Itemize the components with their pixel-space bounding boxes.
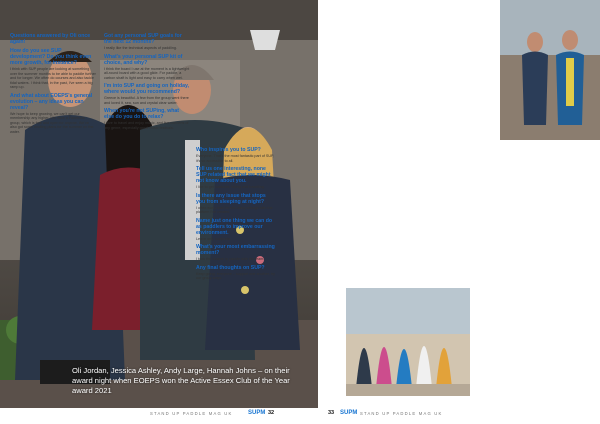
question: And what about EOEPS's general evolution – any ideas you can reveal? bbox=[10, 92, 93, 111]
question: Got any personal SUP goals for the next 12 months? bbox=[104, 33, 182, 45]
question: Name just one thing we can do as paddlers to improve our environment. bbox=[196, 217, 273, 236]
answer: I took the chance to paddle with the team. bbox=[196, 257, 265, 261]
answer: Everyone. That's the most fantastic part of SUP, it's so accessible to all. bbox=[196, 154, 275, 163]
question: How do you see SUP development? Do you think even more growth, for instance? bbox=[10, 48, 92, 66]
right-footer-logo: SUPM bbox=[340, 410, 358, 416]
answer: I think the board I use at the moment is a lightweight all-round board with a good glide. For paddle, a carbon shaft is light and easy to carry when wet. bbox=[104, 66, 190, 80]
article-column-2 bbox=[104, 30, 190, 131]
answer: Keep going, everyone – support one another, try our group ways. bbox=[196, 271, 275, 280]
question: Any final thoughts on SUP? bbox=[196, 264, 265, 271]
answer: I like to get outdoors, hiking and travelling. bbox=[196, 185, 265, 189]
answer: I love to travel and enjoy music, and live concerts of any genre, especially good music festivals. bbox=[104, 121, 189, 130]
answer: I really like the technical aspects of paddling. bbox=[104, 46, 177, 50]
paddlers-photo bbox=[500, 0, 600, 140]
left-page-number: 32 bbox=[268, 410, 275, 416]
question: Who inspires you to SUP? bbox=[196, 147, 261, 153]
right-page-number: 33 bbox=[328, 410, 335, 416]
answer: Greece is beautiful. A few from the group went there and loved it, sea, sun and crystal clear water. bbox=[104, 96, 189, 105]
question: What's your personal SUP kit of choice, and why? bbox=[104, 53, 183, 66]
article-column-1 bbox=[10, 30, 96, 135]
article-column-3 bbox=[196, 144, 276, 282]
answer: Leave only footprints. bbox=[196, 236, 232, 241]
question: I'm into SUP and going on holiday, where would you recommend? bbox=[104, 83, 189, 95]
boards-photo bbox=[346, 288, 470, 396]
question: What's your most embarrassing moment? bbox=[196, 244, 275, 256]
answer: We hope to keep growing, we can't get our membership any higher. We have a Facebook group, which is free and open for anyone. We've also got some exciting plans for the summer on the water. bbox=[10, 111, 94, 134]
question: When you're not SUPing, what else do you do to relax? bbox=[104, 108, 180, 120]
answer: I often worry that I'm not doing enough with the platform I've created. bbox=[196, 205, 273, 214]
question: Is there any issue that stops you from sleeping at night? bbox=[196, 192, 266, 205]
left-footer-text: STAND UP PADDLE MAG UK bbox=[150, 411, 233, 416]
question: Tell us one interesting, none SUP related fact that we might not know about you. bbox=[196, 166, 271, 184]
left-footer-logo: SUPM bbox=[248, 410, 266, 416]
right-footer-text: STAND UP PADDLE MAG UK bbox=[360, 411, 443, 416]
question: Questions answered by Oli once again! bbox=[10, 33, 91, 45]
photo-caption: Oli Jordan, Jessica Ashley, Andy Large, Hannah Johns – on their award night when EOEPS won the Active Essex Club of the Year award 2021 bbox=[72, 366, 290, 395]
answer: I think with SUP people are looking at something over the summer months to be able to paddle further and for longer. We often do courses and also tackle tidal waters. I think that, in the past, I've seen a big ramp up. bbox=[10, 67, 96, 89]
